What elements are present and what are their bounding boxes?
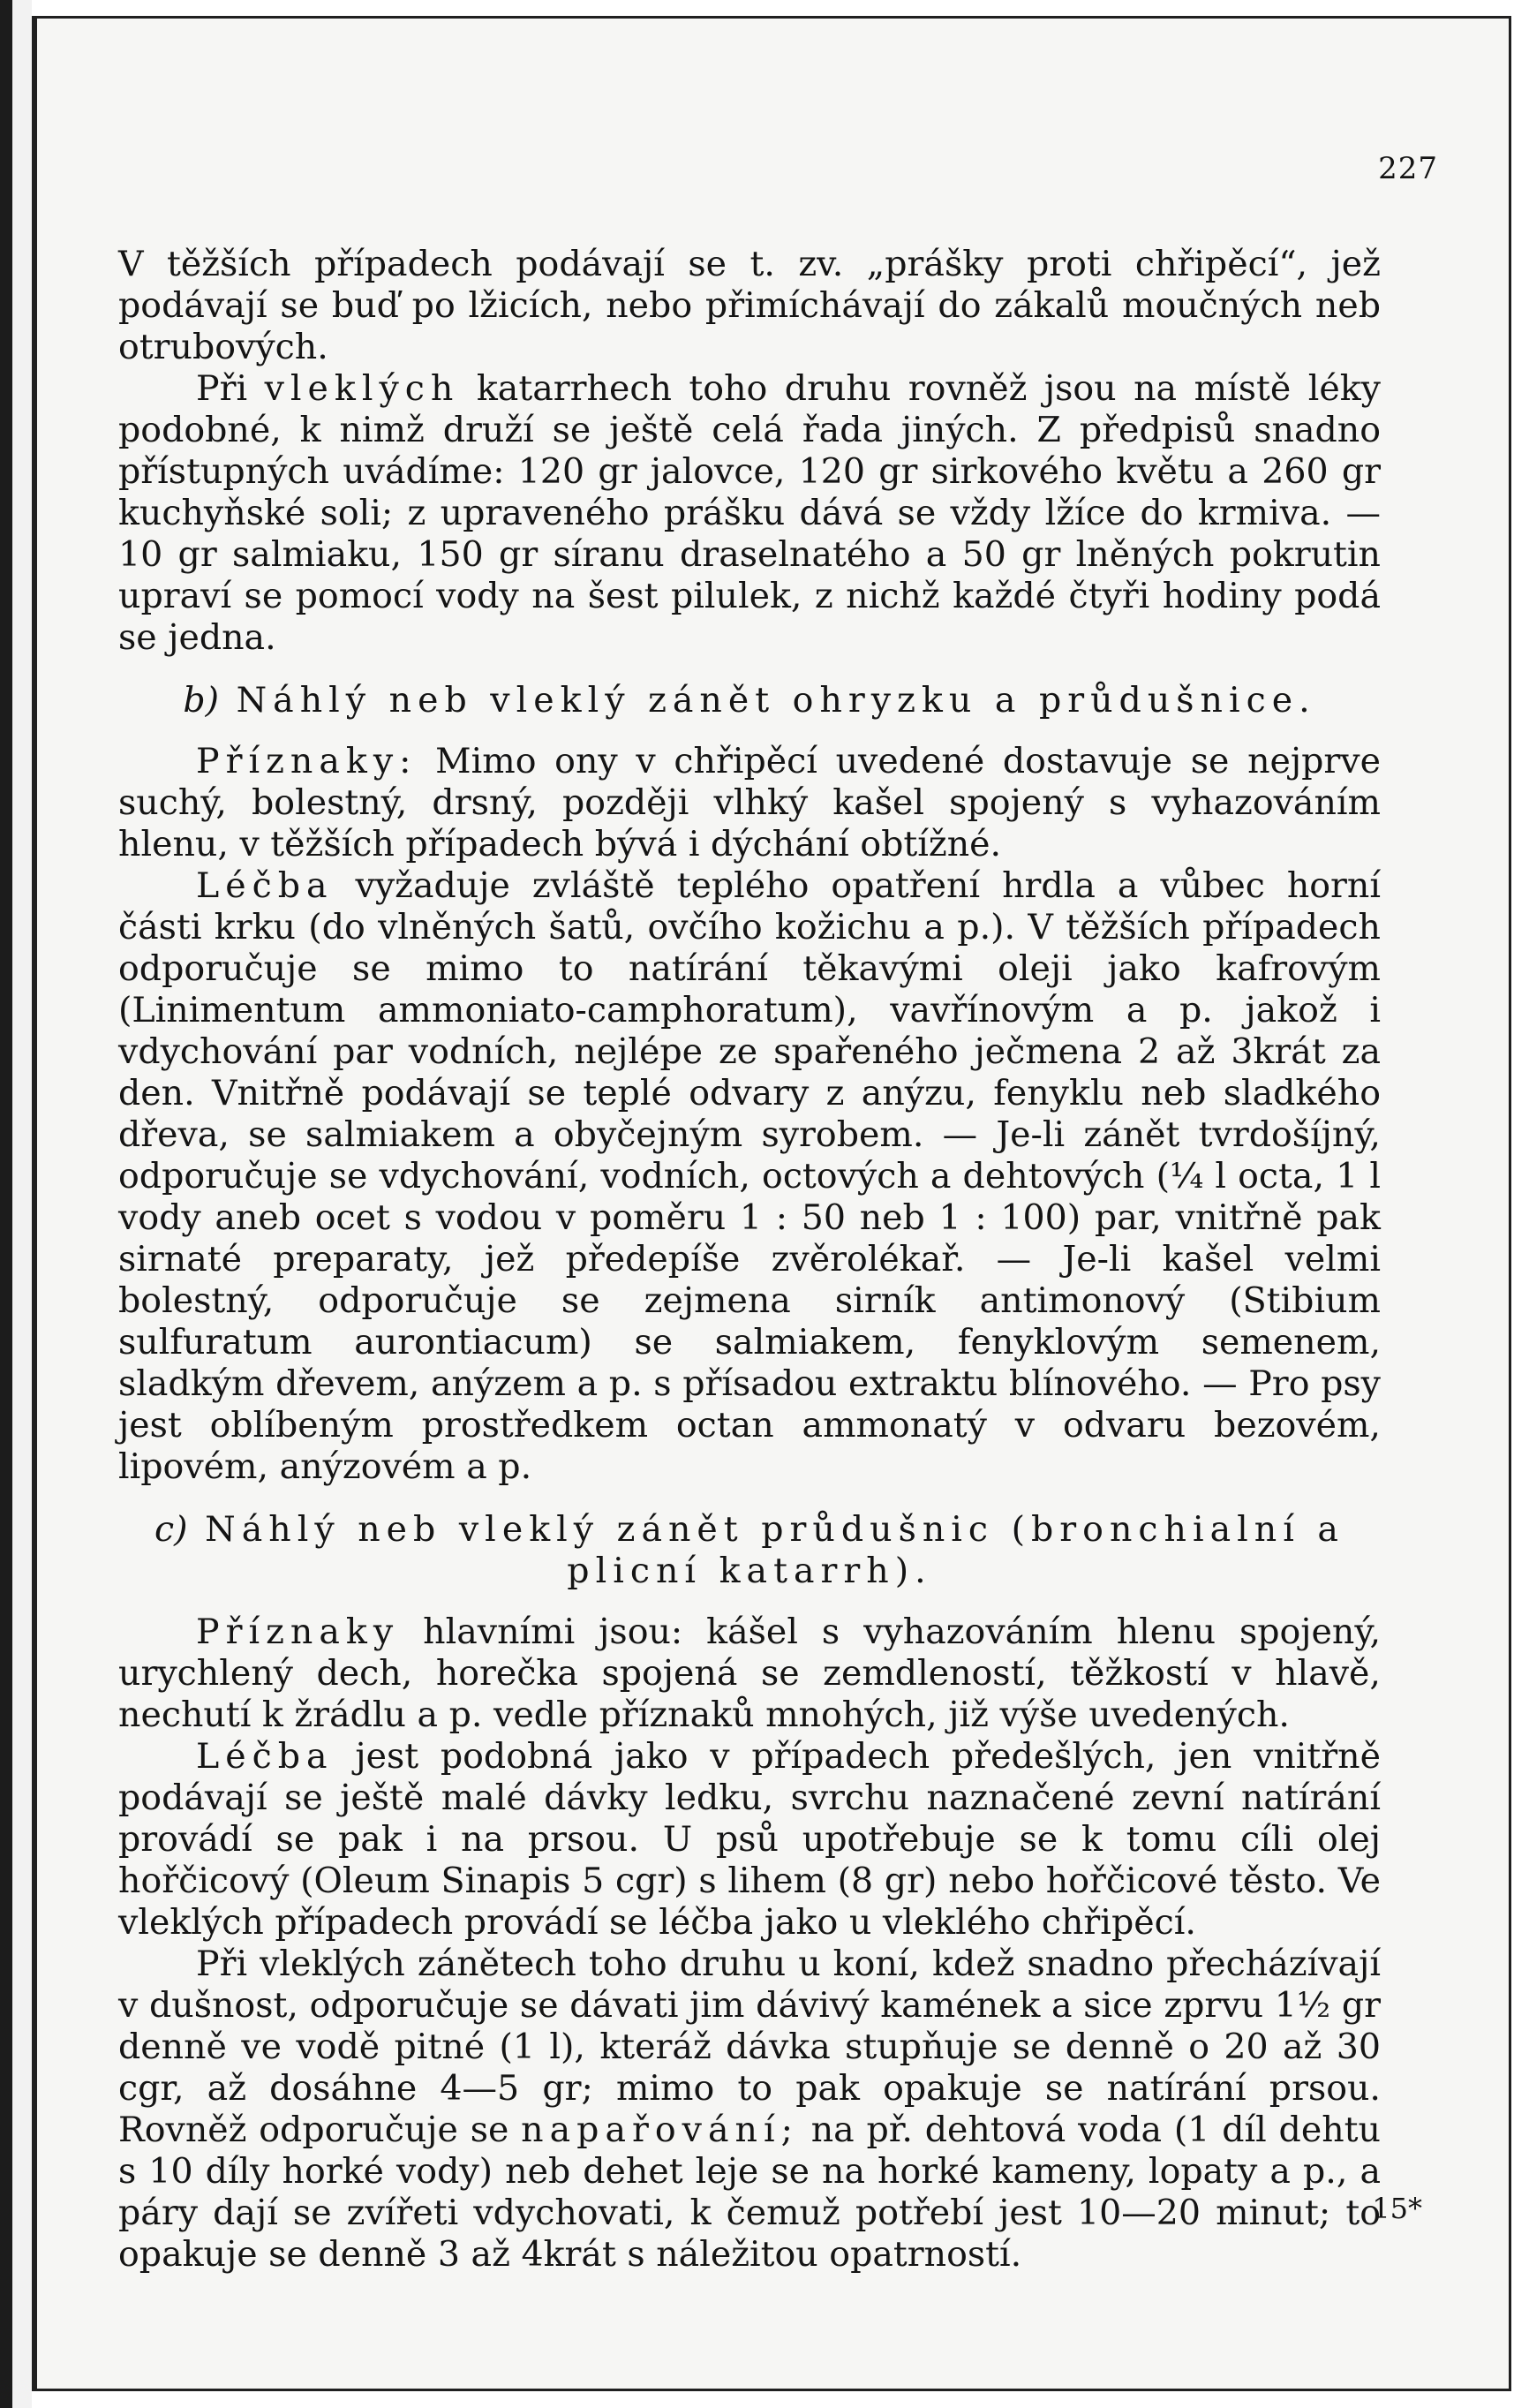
section-b-title: Náhlý neb vleklý zánět ohryzku a průdušnice.: [236, 680, 1316, 721]
paragraph-b-treatment: [118, 865, 1381, 1488]
treatment-text: vyžaduje zvláště teplého opatření hrdla a vůbec horní části krku (do vlněných šatů, ovčího kožichu a p.). V těžších případech odporučuje se mimo to natírání těkavými oleji jako kafrovým (Linimentum ammoniato-camphoratum), vavřínovým a p. jakož i vdychování par vodních, nejlépe ze spařeného ječmena 2 až 3krát za den. Vnitřně podávají se teplé odvary z anýzu, fenyklu neb sladkého dřeva, se salmiakem a obyčejným syrobem. — Je-li zánět tvrdošíjný, odporučuje se vdychování, vodních, octových a dehtových (¼ l octa, 1 l vody aneb ocet s vodou v poměru 1 : 50 neb 1 : 100) par, vnitřně pak sirnaté preparaty, jež předepíše zvěrolékař. — Je-li kašel velmi bolestný, odporučuje se zejmena sirník antimonový (Stibium sulfuratum aurontiacum) se salmiakem, fenyklovým semenem, sladkým dřevem, anýzem a p. s přísadou extraktu blínového. — Pro psy jest oblíbeným prostředkem octan ammonatý v odvaru bezovém, lipovém, anýzovém a p.: [118, 865, 1381, 1487]
lead-word: Při: [196, 368, 248, 409]
paragraph-continuation: V těžších případech podávají se t. zv. „prášky proti chřipěcí“, jež podávají se buď po lžicích, nebo přimíchávají do zákalů moučných neb otrubových.: [118, 244, 1381, 367]
paragraph-chronic-catarrh: [118, 368, 1381, 659]
paragraph-c-horses: [118, 1944, 1381, 2276]
section-c-letter: c): [154, 1509, 188, 1550]
horses-text-2: na př. dehtová voda (1 díl dehtu s 10 díly horké vody) neb dehet leje se na horké kameny, lopaty a p., a páry dají se zvířeti vdychovati, k čemuž potřebí jest 10—20 minut; to opakuje se denně 3 až 4krát s náležitou opatrností.: [118, 2110, 1381, 2275]
signature-mark: 15*: [1372, 2192, 1422, 2225]
body-text: [118, 244, 1381, 2276]
treatment-text: jest podobná jako v případech předešlých, jen vnitřně podávají se ještě malé dávky ledku, svrchu naznačené zevní natírání provádí se pak i na prsou. U psů upotřebuje se k tomu cíli olej hořčicový (Oleum Sinapis 5 cgr) s lihem (8 gr) nebo hořčicové těsto. Ve vleklých případech provádí se léčba jako u vleklého chřipěcí.: [118, 1736, 1381, 1943]
section-c-heading: [118, 1509, 1381, 1592]
paragraph-text: katarrhech toho druhu rovněž jsou na místě léky podobné, k nimž druží se ještě celá řada jiných. Z předpisů snadno přístupných uvádíme: 120 gr jalovce, 120 gr sirkového květu a 260 gr kuchyňské soli; z upraveného prášku dává se vždy lžíce do krmiva. — 10 gr salmiaku, 150 gr síranu draselnatého a 50 gr lněných pokrutin upraví se pomocí vody na šest pilulek, z nichž každé čtyři hodiny podá se jedna.: [118, 368, 1381, 658]
emphasis-steaming: napařování;: [521, 2110, 799, 2150]
page-edge: [12, 0, 32, 2408]
book-spine-shadow: [0, 0, 12, 2408]
treatment-label: Léčba: [196, 865, 334, 906]
symptoms-text: hlavními jsou: kášel s vyhazováním hlenu spojený, urychlený dech, horečka spojená se zemdleností, těžkostí v hlavě, nechutí k žrádlu a p. vedle příznaků mnohých, již výše uvedených.: [118, 1612, 1381, 1735]
symptoms-label: Příznaky: [196, 1612, 400, 1652]
emphasis-chronic: vleklých: [264, 368, 460, 409]
horses-text-1: Při vleklých zánětech toho druhu u koní, kdež snadno přecházívají v dušnost, odporučuje se dávati jim dávivý kamének a sice zprvu 1½ gr denně ve vodě pitné (1 l), kteráž dávka stupňuje se denně o 20 až 30 cgr, až dosáhne 4—5 gr; mimo to pak opakuje se natírání prsou. Rovněž odporučuje se: [118, 1944, 1381, 2150]
paragraph-c-symptoms: [118, 1612, 1381, 1736]
book-page: [32, 16, 1511, 2391]
section-c-title: Náhlý neb vleklý zánět průdušnic (bronchialní a plicní katarrh).: [205, 1509, 1344, 1591]
paragraph-c-treatment: [118, 1736, 1381, 1944]
symptoms-label: Příznaky:: [196, 741, 418, 781]
symptoms-text: Mimo ony v chřipěcí uvedené dostavuje se nejprve suchý, bolestný, drsný, později vlhký kašel spojený s vyhazováním hlenu, v těžších případech bývá i dýchání obtížné.: [118, 741, 1381, 864]
section-b-letter: b): [183, 680, 220, 721]
treatment-label: Léčba: [196, 1736, 334, 1777]
page-number: 227: [1378, 151, 1438, 186]
section-b-heading: [118, 680, 1381, 721]
paragraph-b-symptoms: [118, 741, 1381, 865]
